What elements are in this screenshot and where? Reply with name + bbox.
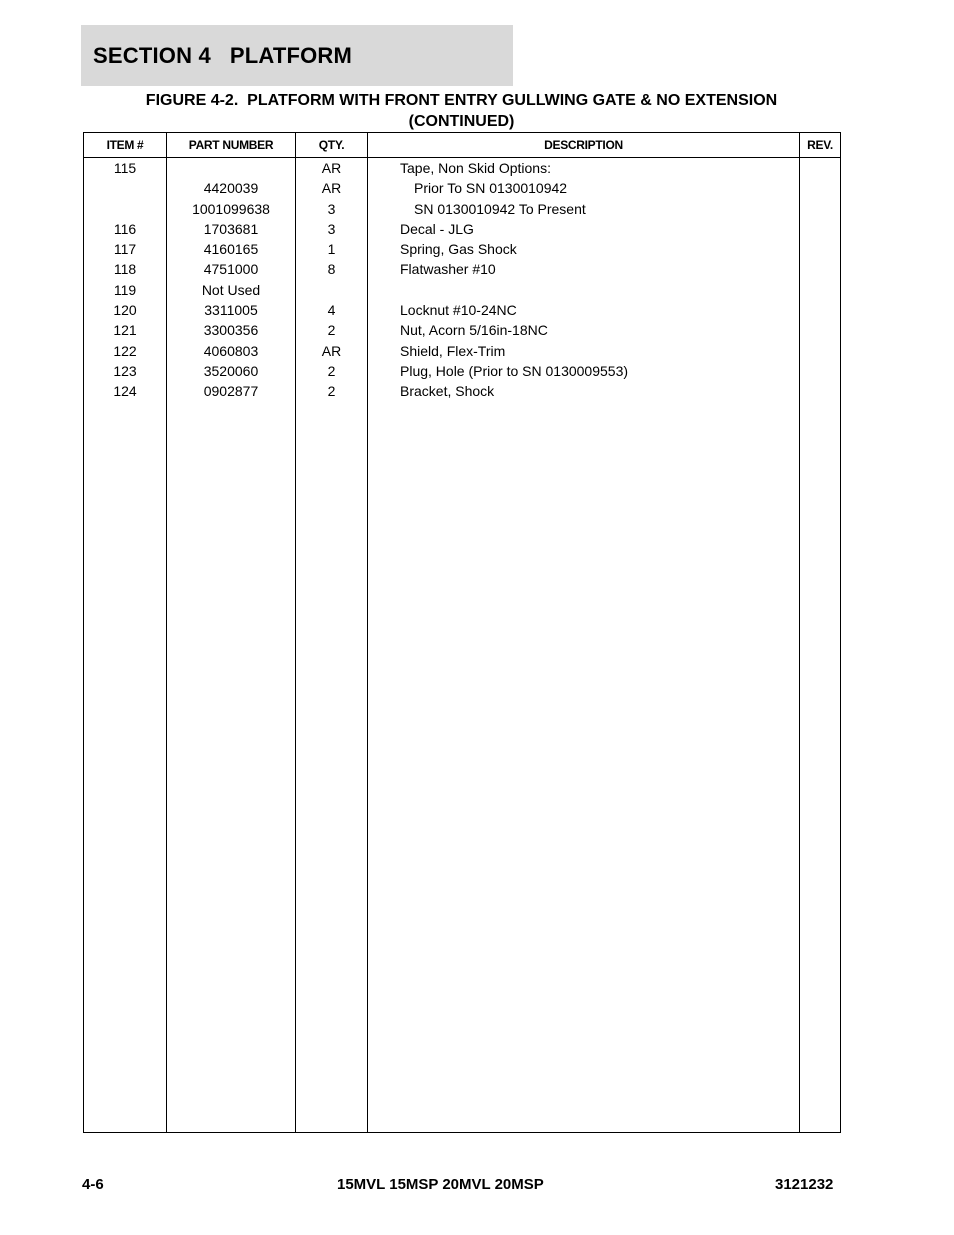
quantity: AR [321, 160, 342, 176]
description: Decal - JLG [400, 220, 474, 237]
item-number: 121 [113, 322, 137, 339]
section-banner [81, 25, 513, 86]
item-number: 120 [113, 302, 137, 319]
table-row [84, 239, 840, 259]
table-row [84, 320, 840, 340]
description: Tape, Non Skid Options: [400, 160, 551, 176]
table-row [84, 361, 840, 381]
description: SN 0130010942 To Present [414, 200, 586, 217]
table-row [84, 158, 840, 178]
item-number: 119 [113, 281, 137, 298]
description: Spring, Gas Shock [400, 241, 517, 258]
item-number: 116 [113, 220, 137, 237]
quantity: AR [321, 342, 342, 359]
header-item: ITEM # [106, 138, 144, 152]
table-row [84, 178, 840, 198]
page-number: 4-6 [82, 1176, 104, 1193]
quantity: AR [321, 180, 342, 197]
section-title: SECTION 4 PLATFORM [93, 43, 353, 68]
part-number: 1001099638 [192, 200, 270, 217]
header-part-number: PART NUMBER [188, 138, 274, 152]
parts-table [83, 132, 841, 1133]
part-number: 3520060 [203, 362, 259, 379]
figure-title-line-1: FIGURE 4-2. PLATFORM WITH FRONT ENTRY GULLWING GATE & NO EXTENSION [145, 92, 778, 109]
table-row [84, 219, 840, 239]
document-number: 3121232 [775, 1176, 834, 1193]
table-row [84, 300, 840, 320]
quantity: 3 [327, 220, 336, 237]
header-rev: REV. [807, 138, 833, 152]
item-number: 115 [113, 160, 137, 176]
quantity: 8 [327, 261, 336, 278]
part-number: 0902877 [203, 383, 259, 400]
table-row [84, 199, 840, 219]
figure-title-line-2: (CONTINUED) [408, 113, 515, 130]
part-number: 4060803 [203, 342, 259, 359]
part-number: 3300356 [203, 322, 259, 339]
header-qty: QTY. [318, 138, 345, 152]
quantity: 1 [327, 241, 336, 258]
table-header [84, 133, 840, 158]
table-body [84, 158, 840, 402]
item-number: 117 [113, 241, 137, 258]
part-number: 4160165 [203, 241, 259, 258]
item-number: 118 [113, 261, 137, 278]
description: Plug, Hole (Prior to SN 0130009553) [400, 362, 629, 379]
part-number: 4751000 [203, 261, 259, 278]
quantity: 2 [327, 383, 336, 400]
description: Bracket, Shock [400, 383, 495, 400]
quantity: 2 [327, 362, 336, 379]
item-number: 124 [113, 383, 137, 400]
part-number: 4420039 [203, 180, 259, 197]
table-row [84, 280, 840, 300]
description: Prior To SN 0130010942 [414, 180, 568, 197]
quantity: 4 [327, 302, 336, 319]
model-list: 15MVL 15MSP 20MVL 20MSP [337, 1176, 544, 1193]
part-number: Not Used [201, 281, 261, 298]
description: Locknut #10-24NC [400, 302, 517, 319]
description: Flatwasher #10 [400, 261, 496, 278]
header-description: DESCRIPTION [544, 138, 623, 152]
quantity: 3 [327, 200, 336, 217]
quantity: 2 [327, 322, 336, 339]
part-number: 1703681 [203, 220, 259, 237]
table-row [84, 259, 840, 279]
table-row [84, 341, 840, 361]
item-number: 122 [113, 342, 137, 359]
part-number: 3311005 [204, 302, 258, 319]
description: Nut, Acorn 5/16in-18NC [400, 322, 548, 339]
figure-title [83, 90, 840, 132]
item-number: 123 [113, 362, 137, 379]
table-row [84, 381, 840, 401]
description: Shield, Flex-Trim [400, 342, 506, 359]
